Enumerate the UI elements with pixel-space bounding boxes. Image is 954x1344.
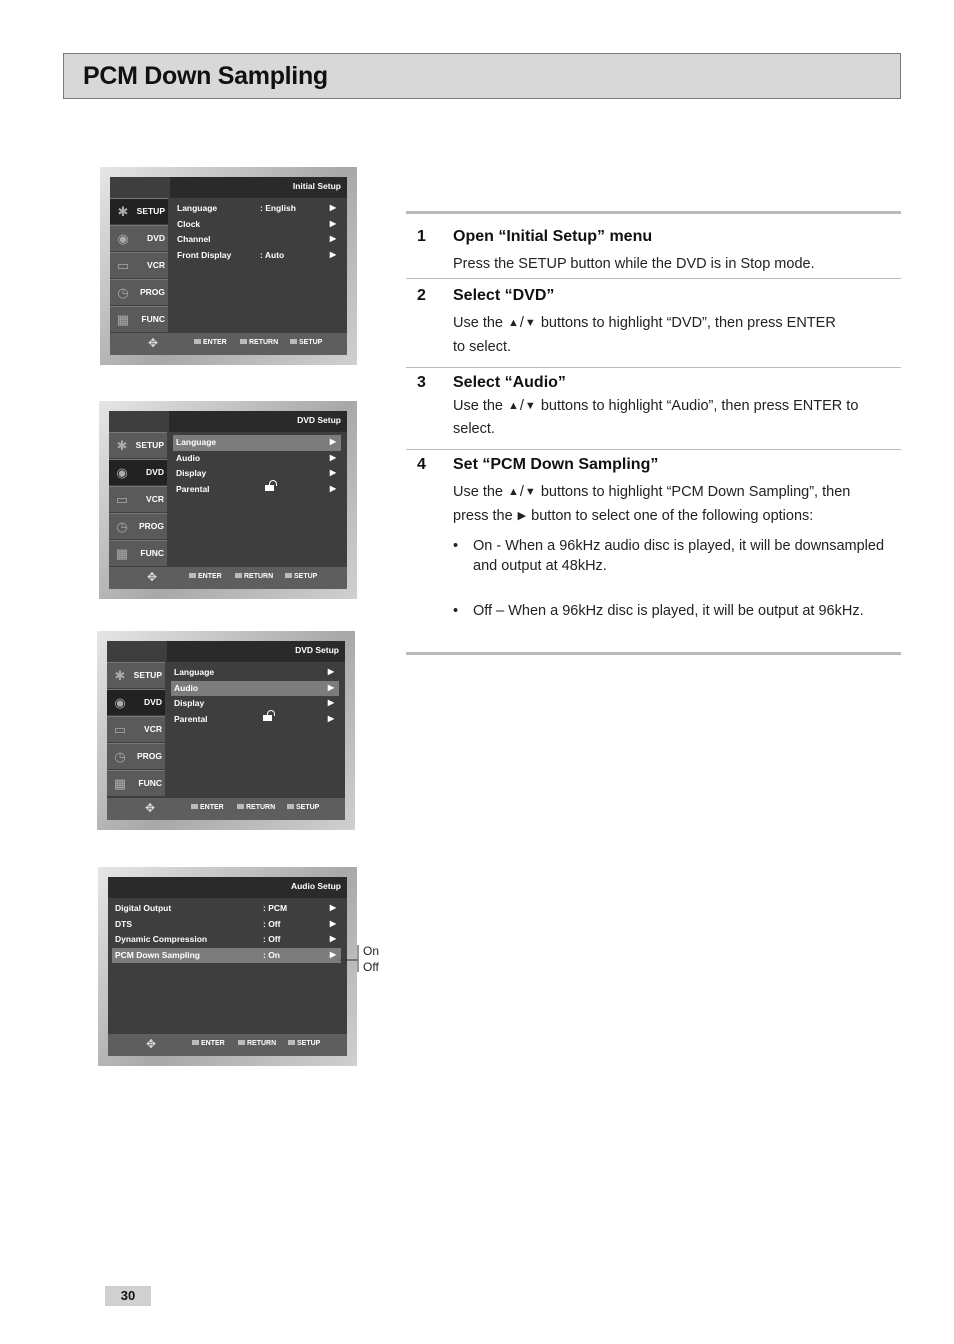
dvd-icon: ◉ (117, 231, 129, 246)
sidebar-item-setup[interactable] (109, 432, 167, 458)
setup-button-hint: SETUP (285, 573, 317, 580)
row-name: Audio (174, 682, 199, 693)
divider (406, 367, 901, 368)
row-name: Front Display (177, 249, 232, 260)
row-name: Audio (176, 452, 201, 463)
row-name: Dynamic Compression (115, 934, 208, 944)
sidebar-label: DVD (146, 467, 164, 477)
osd-header-bar (108, 877, 347, 898)
sidebar-item-dvd[interactable] (107, 689, 165, 715)
func-icon: ▦ (115, 546, 129, 561)
step-number: 4 (417, 456, 426, 473)
nav-pad-icon: ✥ (147, 570, 158, 584)
step-heading: Select “Audio” (453, 374, 566, 391)
osd-footer (107, 798, 345, 820)
osd-menu-list (173, 435, 341, 497)
step-heading: Open “Initial Setup” menu (453, 228, 653, 245)
bullet-text: On - When a 96kHz audio disc is played, it will be downsampled and output at 48kHz. (473, 538, 885, 574)
osd-sidebar (109, 432, 167, 567)
option-on-label: On (363, 944, 380, 958)
sidebar-label: FUNC (138, 778, 162, 788)
arrow-right-icon: ▶ (329, 903, 336, 912)
osd-screen-initial-setup (100, 167, 357, 365)
step-number: 1 (417, 228, 426, 245)
sidebar-item-dvd[interactable] (109, 459, 167, 485)
row-name: DTS (115, 918, 132, 929)
nav-pad-icon: ✥ (146, 1037, 157, 1051)
nav-pad-icon: ✥ (145, 801, 156, 815)
osd-screen-audio-setup (98, 867, 357, 1066)
arrow-right-icon: ▶ (329, 934, 336, 943)
vcr-icon: ▭ (115, 492, 129, 507)
osd-header: Initial Setup (292, 181, 341, 191)
sidebar-item-setup[interactable] (107, 662, 165, 688)
osd-menu-list (112, 901, 341, 963)
bullet-icon: • (453, 538, 459, 554)
row-value: : English (260, 203, 296, 213)
step-text (453, 311, 893, 359)
menu-row-dts[interactable] (112, 917, 341, 933)
page-number: 30 (105, 1286, 151, 1306)
text-run: buttons to highlight “Audio”, then press ENTER to (536, 398, 859, 414)
page-title: PCM Down Sampling (83, 62, 328, 90)
osd-panel (108, 877, 347, 1056)
option-callout-line (340, 943, 360, 973)
text-run: select. (453, 421, 495, 437)
func-icon: ▦ (113, 776, 127, 791)
osd-footer (108, 1034, 347, 1056)
osd-footer (110, 333, 347, 355)
divider (406, 652, 901, 655)
arrow-right-icon: ▶ (327, 667, 334, 676)
arrow-right-icon: ▶ (329, 218, 336, 228)
arrow-right-icon: ▶ (329, 483, 336, 493)
sidebar-item-vcr[interactable] (107, 716, 165, 742)
up-arrow-icon: ▲ (508, 317, 519, 329)
sidebar-label: FUNC (140, 548, 164, 558)
enter-button-hint: ENTER (192, 1040, 225, 1047)
gear-icon: ✱ (116, 438, 128, 453)
row-name: Channel (177, 234, 211, 244)
sidebar-item-func[interactable] (109, 540, 167, 566)
osd-panel (109, 411, 347, 589)
up-arrow-icon: ▲ (508, 400, 519, 412)
clock-icon: ◷ (114, 749, 126, 764)
row-name: Language (176, 437, 217, 447)
sidebar-label: VCR (147, 260, 165, 270)
text-run: buttons to highlight “PCM Down Sampling”, then (536, 484, 851, 500)
osd-header: DVD Setup (295, 645, 339, 655)
menu-row-digital-output[interactable] (112, 901, 341, 917)
osd-panel (110, 177, 347, 355)
osd-screen-dvd-setup-2 (97, 631, 355, 830)
lock-icon (263, 715, 272, 721)
sidebar-label: PROG (138, 521, 164, 531)
arrow-right-icon: ▶ (329, 918, 336, 928)
clock-icon: ◷ (116, 519, 128, 534)
dvd-icon: ◉ (116, 465, 128, 480)
menu-row-language[interactable] (173, 435, 341, 451)
gear-icon: ✱ (114, 668, 126, 683)
osd-menu-list (174, 201, 341, 263)
arrow-right-icon: ▶ (327, 698, 334, 707)
row-value: : Off (263, 934, 281, 944)
sidebar-item-prog[interactable] (110, 279, 168, 305)
gear-icon: ✱ (117, 204, 129, 219)
osd-header-bar (167, 641, 345, 662)
vcr-icon: ▭ (113, 722, 127, 737)
up-arrow-icon: ▲ (508, 486, 519, 498)
menu-row-parental[interactable] (173, 482, 341, 498)
setup-button-hint: SETUP (290, 339, 322, 346)
lock-icon (265, 485, 274, 491)
row-name: PCM Down Sampling (115, 949, 200, 960)
osd-screen-dvd-setup-1 (99, 401, 357, 599)
option-off-label: Off (363, 960, 379, 974)
setup-button-hint: SETUP (288, 1040, 320, 1047)
sidebar-item-dvd[interactable] (110, 225, 168, 251)
text-run: buttons to highlight “DVD”, then press ENTER (536, 315, 836, 331)
sidebar-label: DVD (147, 233, 165, 243)
arrow-right-icon: ▶ (329, 468, 336, 477)
dvd-icon: ◉ (114, 695, 126, 710)
text-run: Use the (453, 484, 507, 500)
row-name: Parental (176, 483, 210, 494)
row-value: : PCM (263, 903, 288, 913)
down-arrow-icon: ▼ (524, 400, 536, 412)
row-name: Display (174, 698, 205, 708)
bullet-text: Off – When a 96kHz disc is played, it will be output at 96kHz. (473, 603, 864, 619)
arrow-right-icon: ▶ (329, 234, 336, 243)
sidebar-label: SETUP (135, 440, 164, 450)
enter-button-hint: ENTER (189, 573, 222, 580)
text-run: / (519, 484, 524, 500)
return-button-hint: RETURN (240, 339, 278, 346)
text-run: button to select one of the following options: (527, 508, 814, 524)
arrow-right-icon: ▶ (329, 249, 336, 259)
sidebar-item-vcr[interactable] (109, 486, 167, 512)
row-value: : Auto (260, 249, 285, 260)
enter-button-hint: ENTER (191, 804, 224, 811)
row-name: Language (174, 667, 215, 677)
sidebar-label: PROG (136, 751, 162, 761)
text-run: / (519, 315, 524, 331)
text-run: Use the (453, 398, 507, 414)
return-button-hint: RETURN (235, 573, 273, 580)
arrow-right-icon: ▶ (327, 682, 334, 692)
row-name: Display (176, 468, 207, 478)
sidebar-item-prog[interactable] (109, 513, 167, 539)
sidebar-label: SETUP (133, 670, 162, 680)
down-arrow-icon: ▼ (524, 317, 536, 329)
func-icon: ▦ (116, 312, 130, 327)
step-text: Press the SETUP button while the DVD is in Stop mode. (453, 256, 815, 272)
arrow-right-icon: ▶ (327, 713, 334, 723)
row-name: Parental (174, 713, 208, 724)
nav-pad-icon: ✥ (148, 336, 159, 350)
menu-row-audio[interactable] (171, 681, 339, 697)
osd-footer (109, 567, 347, 589)
osd-sidebar (107, 662, 165, 798)
sidebar-label: DVD (144, 697, 162, 707)
menu-row-language[interactable] (171, 665, 339, 681)
step-heading: Select “DVD” (453, 287, 555, 304)
enter-button-hint: ENTER (194, 339, 227, 346)
right-arrow-icon: ▶ (517, 510, 527, 522)
arrow-right-icon: ▶ (329, 949, 336, 959)
menu-row-clock[interactable] (174, 217, 341, 233)
row-value: : On (263, 949, 280, 960)
row-name: Language (177, 203, 218, 213)
sidebar-label: SETUP (136, 206, 165, 216)
setup-button-hint: SETUP (287, 804, 319, 811)
sidebar-item-vcr[interactable] (110, 252, 168, 278)
menu-row-pcm-down-sampling[interactable] (112, 948, 341, 964)
sidebar-label: VCR (146, 494, 164, 504)
sidebar-label: PROG (139, 287, 165, 297)
clock-icon: ◷ (117, 285, 129, 300)
osd-header: DVD Setup (297, 415, 341, 425)
sidebar-item-func[interactable] (107, 770, 165, 796)
arrow-right-icon: ▶ (329, 437, 336, 446)
arrow-right-icon: ▶ (329, 203, 336, 212)
vcr-icon: ▭ (116, 258, 130, 273)
divider (406, 278, 901, 279)
page-title-bar (63, 53, 901, 99)
return-button-hint: RETURN (237, 804, 275, 811)
menu-row-parental[interactable] (171, 712, 339, 728)
row-name: Digital Output (115, 903, 172, 913)
row-value: : Off (263, 918, 281, 929)
sidebar-label: FUNC (141, 314, 165, 324)
step-heading: Set “PCM Down Sampling” (453, 456, 659, 473)
text-run: press the (453, 508, 517, 524)
row-name: Clock (177, 218, 201, 229)
text-run: / (519, 398, 524, 414)
arrow-right-icon: ▶ (329, 452, 336, 462)
menu-row-audio[interactable] (173, 451, 341, 467)
step-text (453, 480, 893, 528)
osd-menu-list (171, 665, 339, 727)
divider (406, 211, 901, 214)
step-text (453, 395, 893, 441)
text-run: to select. (453, 339, 512, 355)
menu-row-dynamic-compression[interactable] (112, 932, 341, 948)
menu-row-language[interactable] (174, 201, 341, 217)
menu-row-channel[interactable] (174, 232, 341, 248)
sidebar-item-func[interactable] (110, 306, 168, 332)
bullet-icon: • (453, 603, 459, 619)
sidebar-label: VCR (144, 724, 162, 734)
sidebar-item-setup[interactable] (110, 198, 168, 224)
step-number: 3 (417, 374, 426, 391)
divider (406, 449, 901, 450)
text-run: Use the (453, 315, 507, 331)
step-number: 2 (417, 287, 426, 304)
osd-header-bar (169, 411, 347, 432)
menu-row-display[interactable] (171, 696, 339, 712)
sidebar-item-prog[interactable] (107, 743, 165, 769)
osd-sidebar (110, 198, 168, 333)
menu-row-front-display[interactable] (174, 248, 341, 264)
down-arrow-icon: ▼ (524, 486, 536, 498)
osd-header-bar (170, 177, 347, 198)
osd-header: Audio Setup (290, 881, 341, 891)
return-button-hint: RETURN (238, 1040, 276, 1047)
menu-row-display[interactable] (173, 466, 341, 482)
osd-panel (107, 641, 345, 820)
